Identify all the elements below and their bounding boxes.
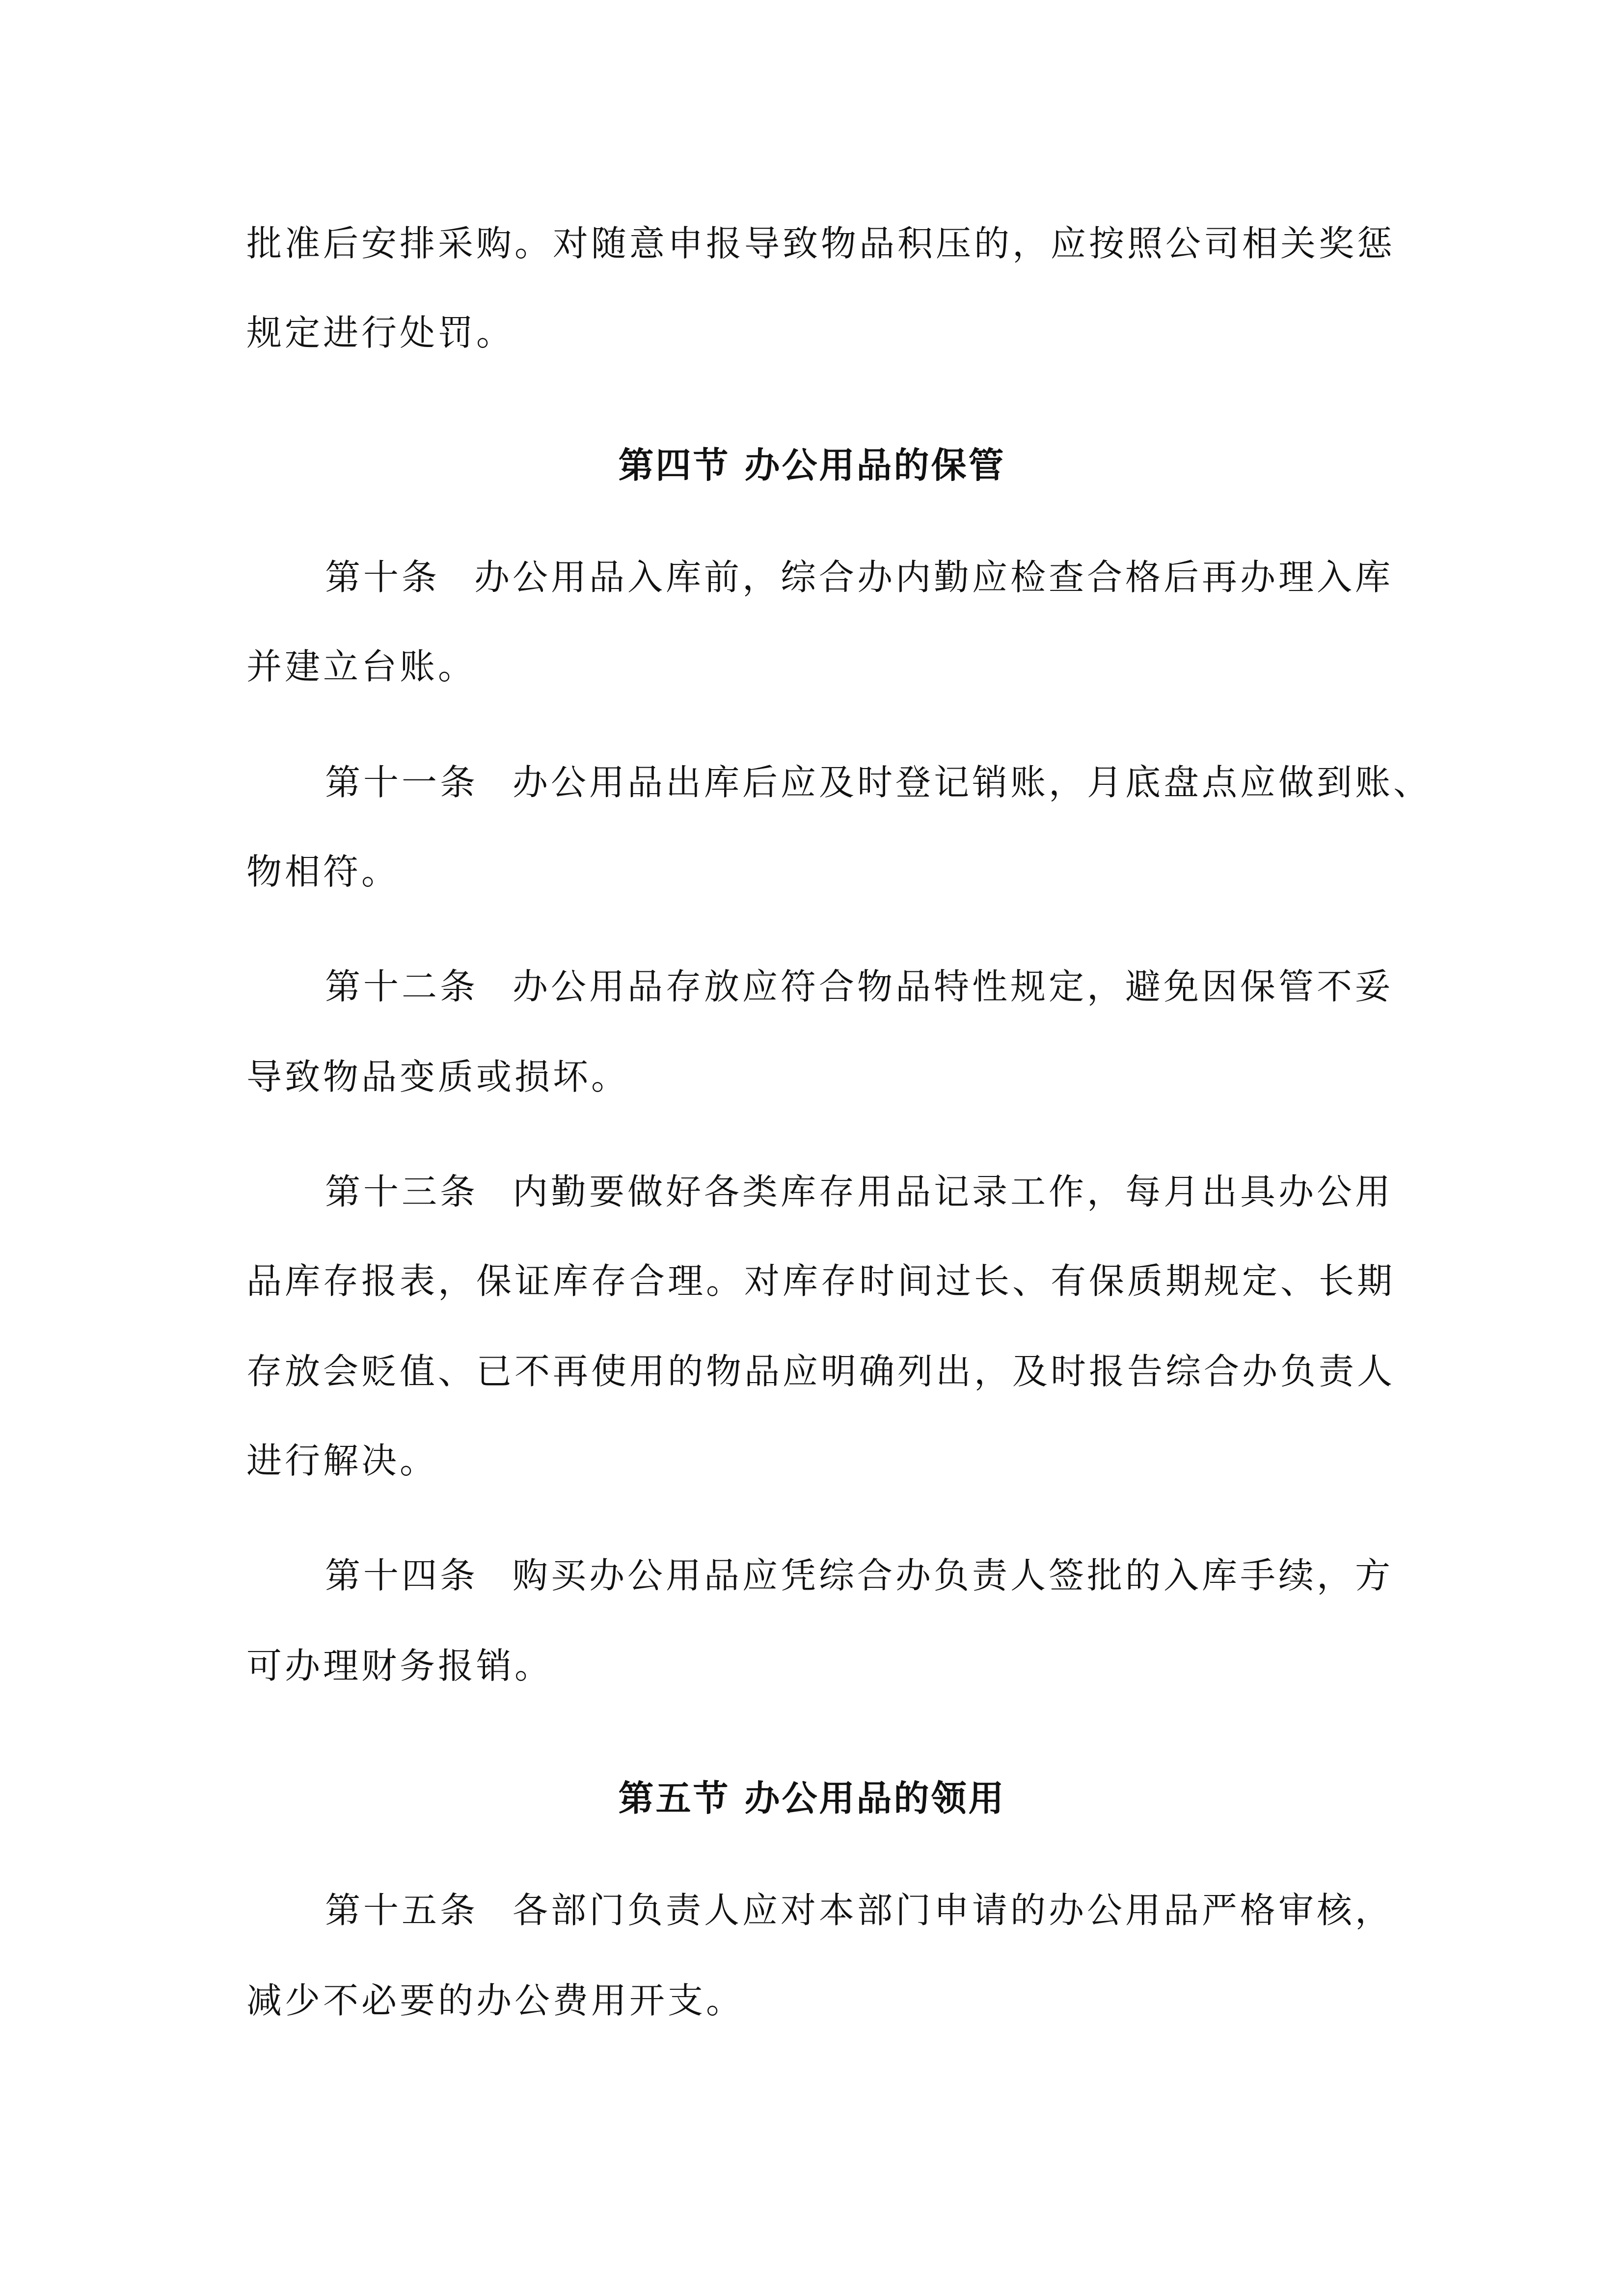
article-11-line-1 xyxy=(325,759,1432,806)
article-13-line-4: 进行解决。 xyxy=(246,1440,438,1481)
paragraph-continuation-line-2: 规定进行处罚。 xyxy=(246,312,515,353)
article-13-line-1 xyxy=(325,1168,1394,1215)
article-15-number: 第十五条 xyxy=(325,1890,479,1931)
article-10-number: 第十条 xyxy=(325,557,440,598)
article-11-line-2: 物相符。 xyxy=(246,851,400,892)
article-14-number: 第十四条 xyxy=(325,1555,479,1596)
article-10-line-2: 并建立台账。 xyxy=(246,646,477,687)
article-13-text: 内勤要做好各类库存用品记录工作，每月出具办公用 xyxy=(513,1171,1394,1212)
article-15-text: 各部门负责人应对本部门申请的办公用品严格审核， xyxy=(513,1890,1394,1931)
paragraph-continuation-line-1: 批准后安排采购。对随意申报导致物品积压的，应按照公司相关奖惩 xyxy=(246,223,1396,264)
article-14-text: 购买办公用品应凭综合办负责人签批的入库手续，方 xyxy=(513,1555,1394,1596)
article-12-text: 办公用品存放应符合物品特性规定，避免因保管不妥 xyxy=(513,966,1394,1007)
article-12-number: 第十二条 xyxy=(325,966,479,1007)
article-11-number: 第十一条 xyxy=(325,762,479,803)
section-heading-5: 第五节 办公用品的领用 xyxy=(618,1777,1006,1819)
section-heading-4: 第四节 办公用品的保管 xyxy=(618,444,1006,486)
article-14-line-2: 可办理财务报销。 xyxy=(246,1645,553,1686)
article-11-text: 办公用品出库后应及时登记销账，月底盘点应做到账、 xyxy=(513,762,1432,803)
article-10-text: 办公用品入库前，综合办内勤应检查合格后再办理入库 xyxy=(474,557,1394,598)
article-13-number: 第十三条 xyxy=(325,1171,479,1212)
article-10-line-1 xyxy=(325,554,1394,601)
article-14-line-1 xyxy=(325,1552,1394,1599)
article-12-line-2: 导致物品变质或损坏。 xyxy=(246,1056,630,1097)
article-12-line-1 xyxy=(325,963,1394,1010)
article-13-line-2: 品库存报表，保证库存合理。对库存时间过长、有保质期规定、长期 xyxy=(246,1260,1396,1302)
article-13-line-3: 存放会贬值、已不再使用的物品应明确列出，及时报告综合办负责人 xyxy=(246,1351,1396,1392)
article-15-line-2: 减少不必要的办公费用开支。 xyxy=(246,1980,745,2021)
article-15-line-1 xyxy=(325,1887,1394,1934)
